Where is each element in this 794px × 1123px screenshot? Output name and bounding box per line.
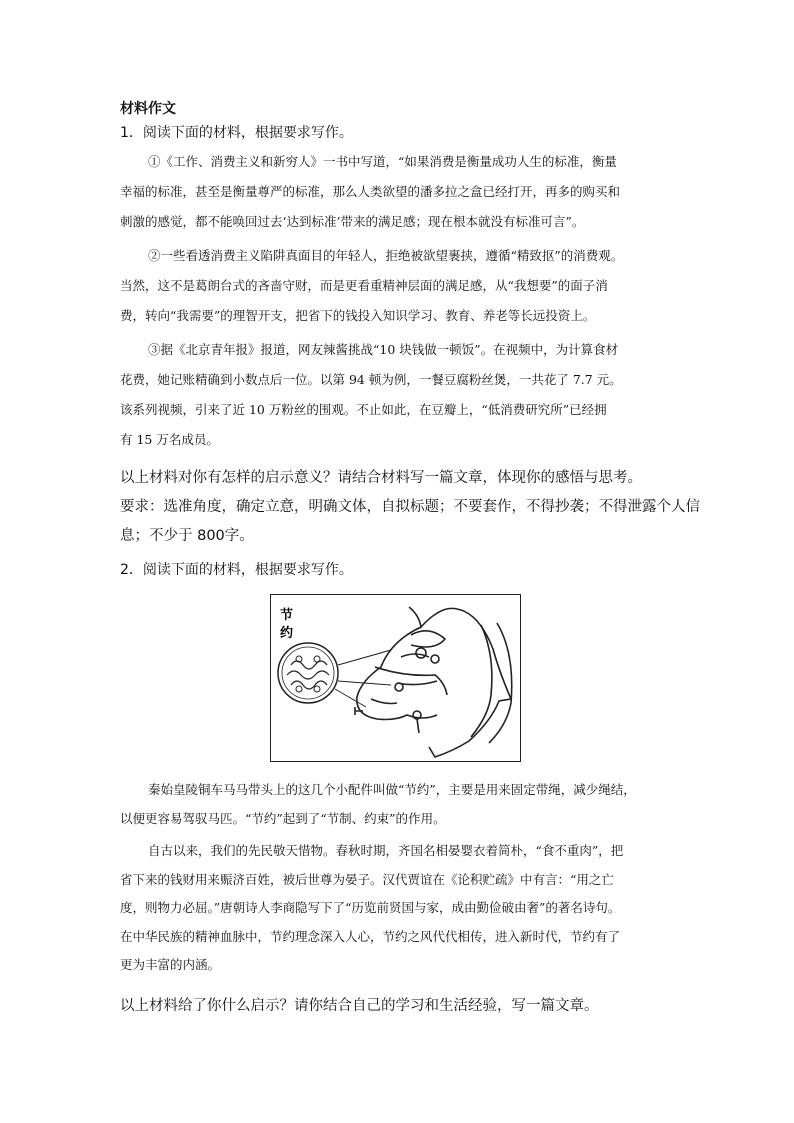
q2-prompt: 以上材料给了你什么启示？请你结合自己的学习和生活经验，写一篇文章。 [120,998,599,1014]
q2-material-1 [120,776,676,833]
material-line: 省下来的钱财用来赈济百姓，被后世尊为晏子。汉代贾谊在《论积贮疏》中有言：“用之亡 [120,871,614,887]
requirement-line: 要求：选准角度，确定立意，明确文体，自拟标题；不要套作，不得抄袭；不得泄露个人信 [120,499,700,515]
material-line: 该系列视频，引来了近 10 万粉丝的围观。不止如此，在豆瓣上，“低消费研究所”已经拥 [120,402,607,417]
material-line: 有 15 万名成员。 [120,432,219,447]
material-line: 以便更容易驾驭马匹。“节约”起到了“节制、约束”的作用。 [120,810,446,826]
material-line: 花费，她记账精确到小数点后一位。以第 94 顿为例，一餐豆腐粉丝煲，一共花了 7.7 元。 [120,372,622,387]
figure-label-2: 约 [280,626,294,641]
q1-heading: 1．阅读下面的材料，根据要求写作。 [120,125,353,141]
q2-material-2 [120,837,676,980]
q1-material-3 [120,335,676,455]
material-line: 费，转向“我需要”的理智开支，把省下的钱投入知识学习、教育、养老等长远投资上。 [120,308,596,323]
q1-prompt: 以上材料对你有怎样的启示意义？请结合材料写一篇文章，体现你的感悟与思考。 [120,470,642,486]
material-line: 更为丰富的内涵。 [120,957,221,972]
material-line: 在中华民族的精神血脉中，节约理念深入人心，节约之风代代相传，进入新时代，节约有了 [120,928,621,944]
horse-head-icon [355,607,512,757]
horse-bridle-illustration [270,594,521,762]
material-line: 度，则物力必屈。”唐朝诗人李商隐写下了“历览前贤国与家，成由勤俭破由奢”的著名诗句。 [120,900,621,915]
material-line: 幸福的标准，甚至是衡量尊严的标准，那么人类欲望的潘多拉之盒已经打开，再多的购买和 [120,184,621,199]
material-line: ②一些看透消费主义陷阱真面目的年轻人，拒绝被欲望裹挟，遵循“精致抠”的消费观。 [148,248,624,263]
material-line: 刺激的感觉，都不能唤回过去‘达到标准’带来的满足感；现在根本就没有标准可言”。 [120,214,585,229]
q2-heading: 2．阅读下面的材料，根据要求写作。 [120,562,353,578]
ornament-disc-icon [278,643,338,703]
material-line: ①《工作、消费主义和新穷人》一书中写道，“如果消费是衡量成功人生的标准，衡量 [148,154,617,169]
projection-lines [335,650,391,707]
section-title: 材料作文 [120,101,176,117]
figure-label-1: 节 [280,608,294,623]
q1-material-1 [120,147,676,237]
material-line: 自古以来，我们的先民敬天惜物。春秋时期，齐国名相晏婴衣着简朴，“食不重肉”，把 [148,843,624,858]
material-line: 秦始皇陵铜车马马带头上的这几个小配件叫做“节约”，主要是用来固定带绳，减少绳结， [148,782,636,797]
requirement-line: 息；不少于 800字。 [120,528,254,544]
material-line: ③据《北京青年报》报道，网友辣酱挑战“10 块钱做一顿饭”。在视频中，为计算食材 [148,342,619,357]
q1-requirements [120,493,700,551]
q1-material-2 [120,241,676,331]
horse-head-drawing [271,595,519,760]
material-line: 当然，这不是葛朗台式的吝啬守财，而是更看重精神层面的满足感，从“我想要”的面子消 [120,278,608,293]
